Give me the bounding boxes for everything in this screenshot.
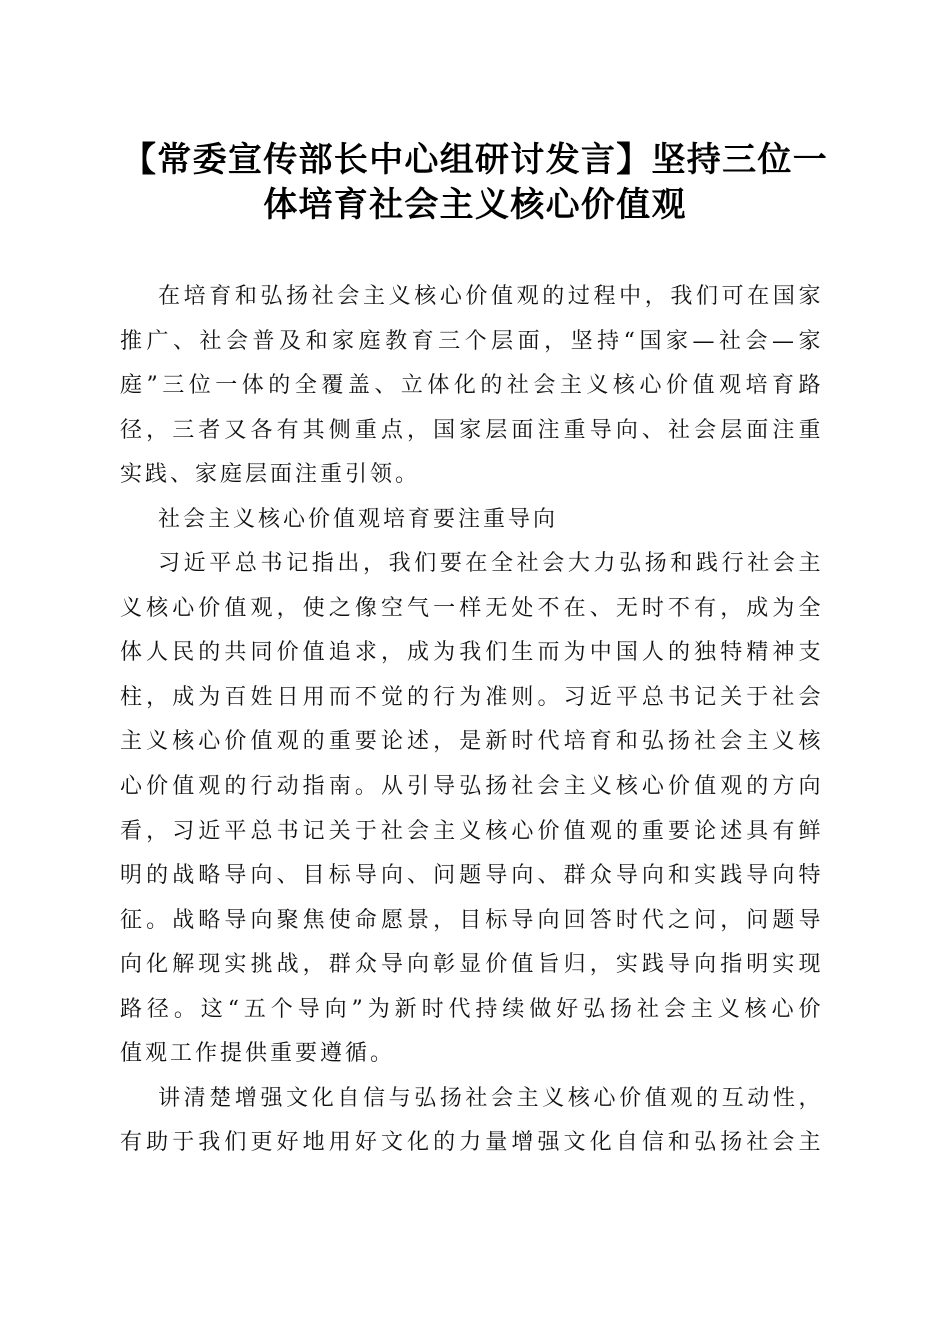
- paragraph-line: 习近平总书记指出，我们要在全社会大力弘扬和践行社会主: [158, 551, 822, 577]
- paragraph-line: 看，习近平总书记关于社会主义核心价值观的重要论述具有鲜: [120, 818, 822, 844]
- paragraph-line: 值观工作提供重要遵循。: [120, 1041, 396, 1067]
- paragraph-line: 征。战略导向聚焦使命愿景，目标导向回答时代之问，问题导: [120, 907, 822, 933]
- paragraph-line: 在培育和弘扬社会主义核心价值观的过程中，我们可在国家: [158, 284, 822, 309]
- document-body: [120, 275, 822, 1166]
- paragraph-intro: [120, 275, 822, 498]
- paragraph-line: 柱，成为百姓日用而不觉的行为准则。习近平总书记关于社会: [120, 684, 822, 710]
- paragraph-line: 径，三者又各有其侧重点，国家层面注重导向、社会层面注重: [120, 417, 822, 443]
- paragraph-line: 向化解现实挑战，群众导向彰显价值旨归，实践导向指明实现: [120, 952, 822, 978]
- paragraph-line: 路径。这“五个导向”为新时代持续做好弘扬社会主义核心价: [120, 996, 822, 1022]
- section-heading-text: 社会主义核心价值观培育要注重导向: [158, 506, 559, 532]
- title-line: 体培育社会主义核心价值观: [263, 185, 687, 225]
- title-line: 【常委宣传部长中心组研讨发言】坚持三位一: [122, 140, 828, 180]
- paragraph-line: 主义核心价值观的重要论述，是新时代培育和弘扬社会主义核: [120, 729, 822, 755]
- paragraph-line: 有助于我们更好地用好文化的力量增强文化自信和弘扬社会主: [120, 1130, 822, 1156]
- paragraph-guidance: [120, 542, 822, 1077]
- section-heading: [120, 498, 822, 543]
- paragraph-line: 讲清楚增强文化自信与弘扬社会主义核心价值观的互动性，: [158, 1085, 822, 1111]
- paragraph-line: 庭”三位一体的全覆盖、立体化的社会主义核心价值观培育路: [120, 373, 822, 399]
- document-title: [0, 138, 950, 228]
- paragraph-line: 体人民的共同价值追求，成为我们生而为中国人的独特精神支: [120, 640, 822, 666]
- paragraph-line: 推广、社会普及和家庭教育三个层面，坚持“国家—社会—家: [120, 328, 822, 354]
- paragraph-line: 实践、家庭层面注重引领。: [120, 462, 421, 488]
- paragraph-line: 义核心价值观，使之像空气一样无处不在、无时不有，成为全: [120, 595, 822, 621]
- paragraph-line: 明的战略导向、目标导向、问题导向、群众导向和实践导向特: [120, 863, 822, 889]
- paragraph-line: 心价值观的行动指南。从引导弘扬社会主义核心价值观的方向: [120, 774, 822, 800]
- paragraph-culture: [120, 1077, 822, 1166]
